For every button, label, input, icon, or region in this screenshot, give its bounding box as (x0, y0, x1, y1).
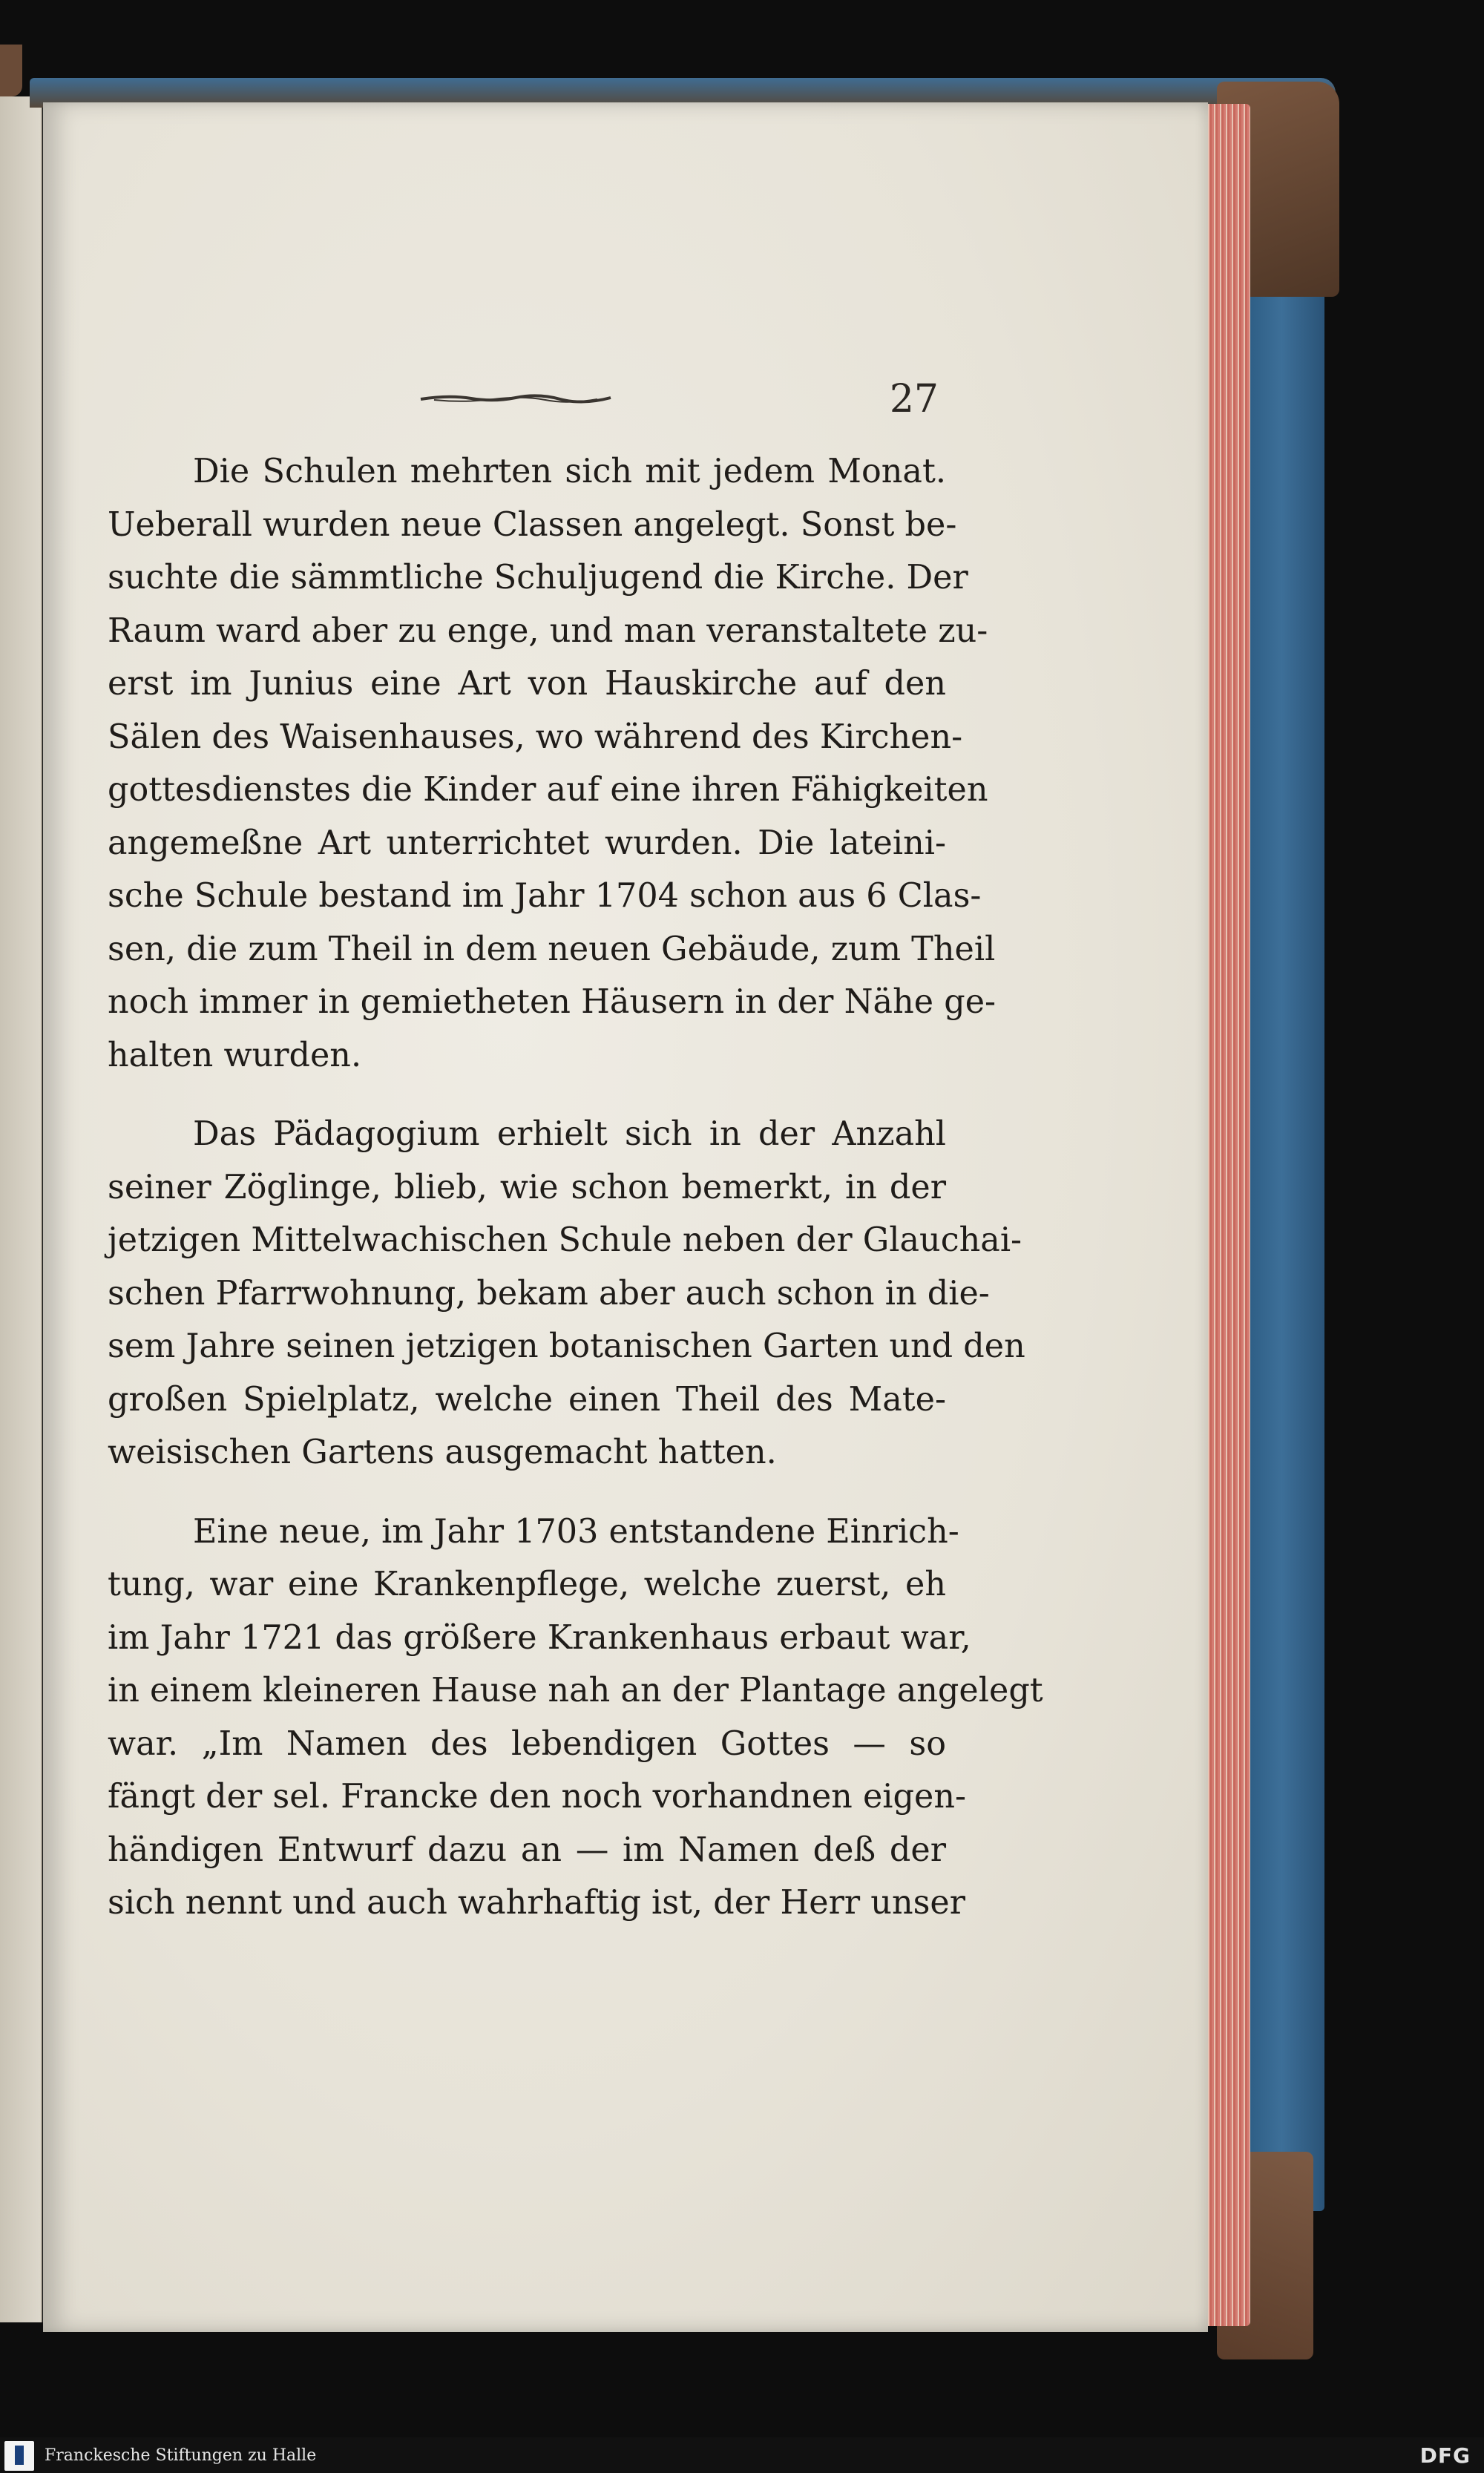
text-line: sich nennt und auch wahrhaftig ist, der Herr unser (108, 1884, 966, 1922)
text-line: erst im Junius eine Art von Hauskirche auf den (108, 665, 946, 703)
facing-page-edge (0, 96, 42, 2322)
book-cover-corner-left (0, 45, 22, 96)
book-cover-spine (1247, 245, 1324, 2211)
text-line: jetzigen Mittelwachischen Schule neben der Glauchai- (108, 1221, 1022, 1259)
text-line: händigen Entwurf dazu an — im Namen deß der (108, 1830, 946, 1869)
text-line: weisischen Gartens ausgemacht hatten. (108, 1433, 777, 1471)
paragraph-3 (108, 1505, 1043, 1930)
text-line: sem Jahre seinen jetzigen botanischen Garten und den (108, 1327, 1025, 1365)
text-line: gottesdienstes die Kinder auf eine ihren Fähigkeiten (108, 771, 988, 809)
text-line: sen, die zum Theil in dem neuen Gebäude, zum Theil (108, 930, 996, 968)
institution-logo-icon (4, 2441, 34, 2471)
header-ornament (419, 393, 612, 404)
text-line: tung, war eine Krankenpflege, welche zuerst, eh (108, 1566, 946, 1603)
text-line: Sälen des Waisenhauses, wo während des Kirchen- (108, 717, 963, 756)
text-line: seiner Zöglinge, blieb, wie schon bemerkt, in der (108, 1168, 946, 1206)
text-line: großen Spielplatz, welche einen Theil des Mate- (108, 1380, 946, 1419)
text-line: halten wurden. (108, 1036, 362, 1074)
text-line: suchte die sämmtliche Schuljugend die Kirche. Der (108, 559, 968, 597)
text-line: im Jahr 1721 das größere Krankenhaus erbaut war, (108, 1618, 971, 1657)
text-line: Das Pädagogium erhielt sich in der Anzahl (193, 1115, 946, 1153)
text-line: Die Schulen mehrten sich mit jedem Monat. (193, 453, 946, 490)
institution-name: Franckesche Stiftungen zu Halle (45, 2446, 317, 2465)
page-number: 27 (889, 377, 939, 421)
text-line: sche Schule bestand im Jahr 1704 schon aus 6 Clas- (108, 877, 982, 915)
page-edges-red (1206, 104, 1250, 2326)
text-line: war. „Im Namen des lebendigen Gottes — so (108, 1724, 946, 1763)
text-line: fängt der sel. Francke den noch vorhandnen eigen- (108, 1778, 967, 1816)
text-line: schen Pfarrwohnung, bekam aber auch schon in die- (108, 1274, 990, 1313)
dfg-logo: DFG (1419, 2443, 1471, 2468)
text-line: angemeßne Art unterrichtet wurden. Die lateini- (108, 824, 946, 862)
text-line: Ueberall wurden neue Classen angelegt. Sonst be- (108, 505, 957, 544)
text-line: Eine neue, im Jahr 1703 entstandene Einrich- (193, 1512, 959, 1551)
text-line: noch immer in gemietheten Häusern in der Nähe ge- (108, 983, 997, 1021)
text-line: in einem kleineren Hause nah an der Plantage angelegt (108, 1672, 1043, 1710)
paragraph-1 (108, 445, 997, 1082)
text-line: Raum ward aber zu enge, und man veranstaltete zu- (108, 611, 988, 650)
body-text (108, 445, 1043, 1930)
paragraph-2 (108, 1108, 1025, 1479)
